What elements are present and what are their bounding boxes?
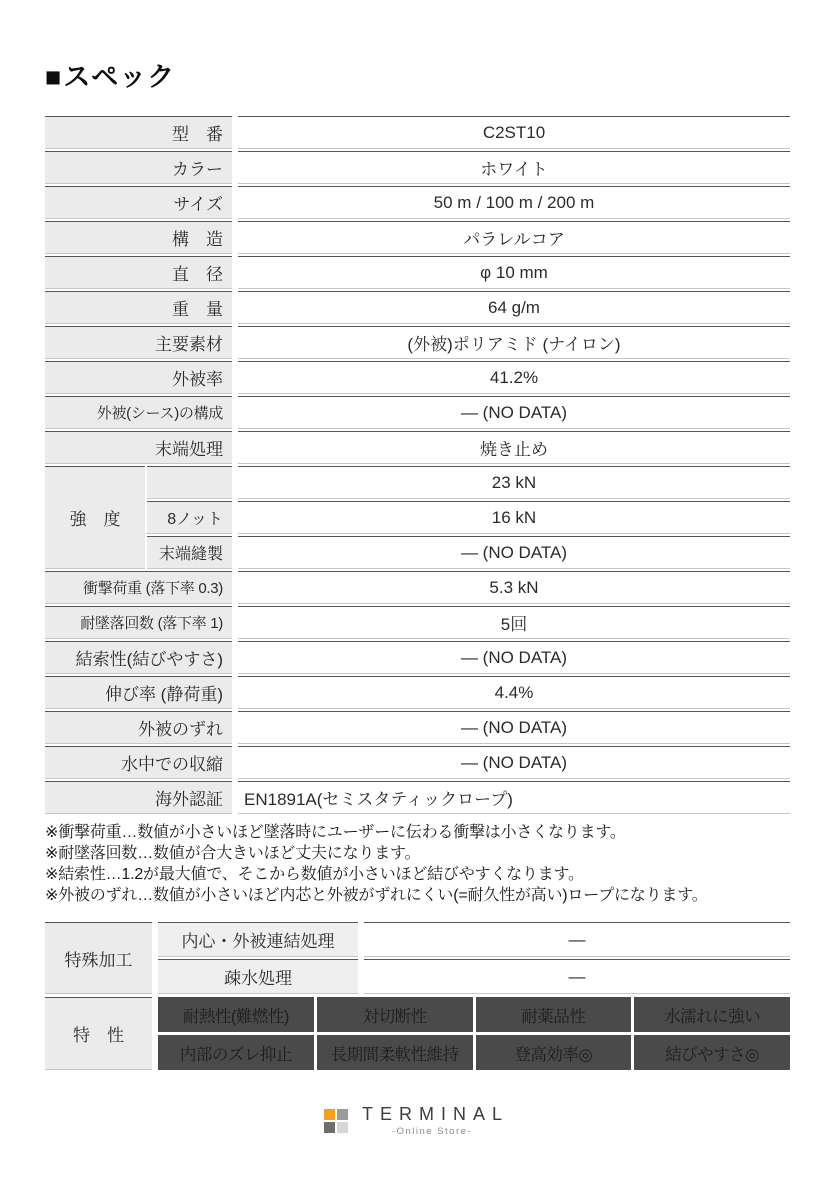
spec-value: (外被)ポリアミド (ナイロン) [238, 326, 790, 359]
table-row [45, 781, 790, 814]
table-row [45, 431, 790, 464]
spec-value: 5.3 kN [238, 571, 790, 604]
feature-badge: 結びやすさ◎ [634, 1035, 790, 1070]
table-row [45, 326, 790, 359]
feature-badge: 長期間柔軟性維持 [317, 1035, 473, 1070]
spec-value: — (NO DATA) [238, 641, 790, 674]
page-title [45, 55, 790, 94]
spec-value: ホワイト [238, 151, 790, 184]
title-square-icon: ■ [45, 62, 63, 92]
strength-sublabel: 末端縫製 [147, 536, 232, 569]
special-processing-section [45, 922, 790, 994]
table-row [45, 641, 790, 674]
feature-badge: 内部のズレ抑止 [158, 1035, 314, 1070]
spec-value: — (NO DATA) [238, 711, 790, 744]
logo-text [355, 1104, 509, 1137]
note-line: ※衝撃荷重…数値が小さいほど墜落時にユーザーに伝わる衝撃は小さくなります。 [45, 824, 626, 841]
feature-badge: 水濡れに強い [634, 997, 790, 1032]
spec-label: 伸び率 (静荷重) [45, 676, 232, 709]
logo-square-dark-gray [324, 1122, 335, 1133]
strength-label: 強 度 [45, 466, 145, 569]
features-label: 特 性 [45, 997, 152, 1070]
brand-subtitle: -Online Store- [391, 1126, 473, 1137]
note-line: ※外被のずれ…数値が小さいほど内芯と外被がずれにくい(=耐久性が高い)ロープになります。 [45, 887, 708, 904]
spec-table [45, 116, 790, 814]
table-row [45, 676, 790, 709]
spec-label: 外被率 [45, 361, 232, 394]
feature-badge: 耐熱性(難燃性) [158, 997, 314, 1032]
table-row [45, 606, 790, 639]
logo-square-orange [324, 1109, 335, 1120]
brand-name: TERMINAL [361, 1104, 509, 1124]
spec-label: 型 番 [45, 116, 232, 149]
feature-badge: 対切断性 [317, 997, 473, 1032]
spec-value: 焼き止め [238, 431, 790, 464]
strength-section [45, 466, 790, 569]
terminal-logo [324, 1104, 509, 1137]
terminal-logo-icon [324, 1109, 348, 1133]
strength-sublabels [147, 466, 232, 569]
table-row [45, 256, 790, 289]
spec-value: 50 m / 100 m / 200 m [238, 186, 790, 219]
special-processing-sublabels [158, 922, 358, 994]
logo-square-light-gray [337, 1122, 348, 1133]
table-row [45, 291, 790, 324]
table-row [45, 571, 790, 604]
spec-value: 5回 [238, 606, 790, 639]
spec-value: — (NO DATA) [238, 396, 790, 429]
spec-label: 外被(シース)の構成 [45, 396, 232, 429]
spec-label: 重 量 [45, 291, 232, 324]
spec-label: カラー [45, 151, 232, 184]
spec-label: サイズ [45, 186, 232, 219]
table-row [45, 361, 790, 394]
special-sublabel: 疎水処理 [158, 959, 358, 994]
spec-value: 16 kN [238, 501, 790, 534]
note-line: ※耐墜落回数…数値が合大きいほど丈夫になります。 [45, 845, 421, 862]
spec-value: — (NO DATA) [238, 536, 790, 569]
notes [45, 822, 805, 906]
page-title-text: スペック [63, 62, 176, 92]
table-row [45, 116, 790, 149]
spec-value: φ 10 mm [238, 256, 790, 289]
features-section [45, 997, 790, 1070]
spec-label: 外被のずれ [45, 711, 232, 744]
feature-badges [158, 997, 790, 1070]
spec-label: 直 径 [45, 256, 232, 289]
spec-value: — (NO DATA) [238, 746, 790, 779]
spec-value: 4.4% [238, 676, 790, 709]
special-value: — [364, 959, 790, 994]
spec-label: 構 造 [45, 221, 232, 254]
footer [0, 1104, 833, 1137]
logo-square-gray [337, 1109, 348, 1120]
special-processing-label: 特殊加工 [45, 922, 152, 994]
spec-label: 主要素材 [45, 326, 232, 359]
note-line: ※結索性…1.2が最大値で、そこから数値が小さいほど結びやすくなります。 [45, 866, 584, 883]
strength-values [238, 466, 790, 569]
strength-sublabel: 8ノット [147, 501, 232, 534]
special-sublabel: 内心・外被連結処理 [158, 922, 358, 957]
feature-badge: 耐薬品性 [476, 997, 632, 1032]
table-row [45, 746, 790, 779]
spec-label: 結索性(結びやすさ) [45, 641, 232, 674]
spec-value: 41.2% [238, 361, 790, 394]
table-row [45, 186, 790, 219]
spec-value: パラレルコア [238, 221, 790, 254]
table-row [45, 221, 790, 254]
table-row [45, 711, 790, 744]
spec-value: 23 kN [238, 466, 790, 499]
table-row [45, 396, 790, 429]
spec-label: 海外認証 [45, 781, 232, 814]
spec-label: 衝撃荷重 (落下率 0.3) [45, 571, 232, 604]
spec-value: 64 g/m [238, 291, 790, 324]
spec-label: 末端処理 [45, 431, 232, 464]
feature-badge: 登高効率◎ [476, 1035, 632, 1070]
spec-value: C2ST10 [238, 116, 790, 149]
spec-label: 水中での収縮 [45, 746, 232, 779]
spec-label: 耐墜落回数 (落下率 1) [45, 606, 232, 639]
table-row [45, 151, 790, 184]
strength-sublabel [147, 466, 232, 499]
special-value: — [364, 922, 790, 957]
special-processing-values [364, 922, 790, 994]
spec-value: EN1891A(セミスタティックロープ) [238, 781, 790, 814]
